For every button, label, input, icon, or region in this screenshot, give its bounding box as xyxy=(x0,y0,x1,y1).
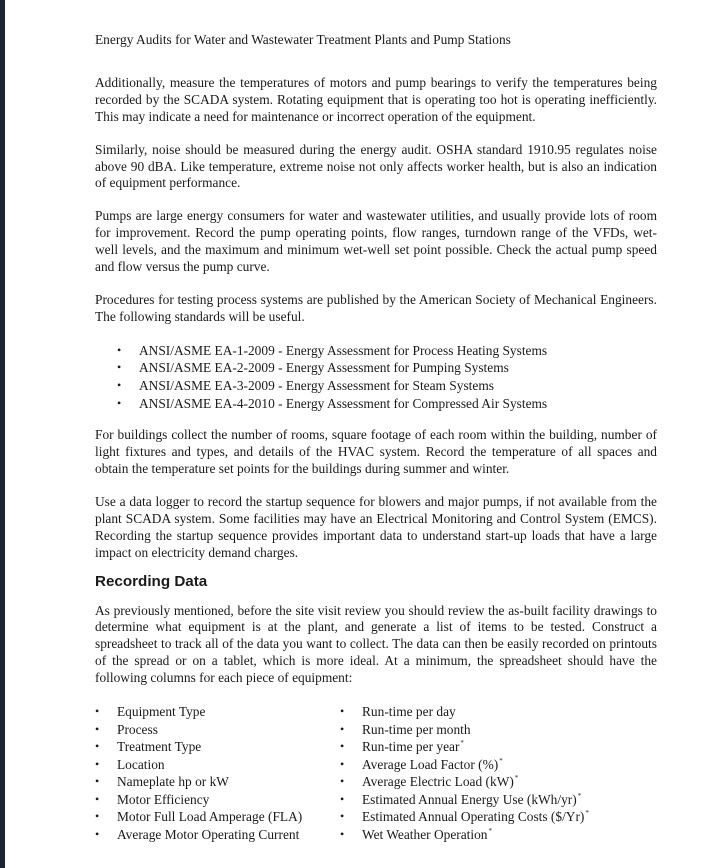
paragraph-noise: Similarly, noise should be measured during the energy audit. OSHA standard 1910.95 regulates noise above 90 dBA. Like temperature, extreme noise not only affects worker health, but is also an indication of equipment performance. xyxy=(95,141,657,191)
list-item xyxy=(95,773,340,791)
running-header: Energy Audits for Water and Wastewater Treatment Plants and Pump Stations xyxy=(95,32,511,47)
list-item-text: Average Load Factor (%) xyxy=(362,756,499,772)
document-page xyxy=(95,32,657,843)
bullet-icon: • xyxy=(340,704,345,719)
columns-right-list xyxy=(340,703,640,843)
list-item xyxy=(117,342,657,360)
list-item xyxy=(95,703,340,721)
bullet-icon: • xyxy=(117,395,122,410)
list-item-text: Wet Weather Operation xyxy=(362,826,488,842)
list-item-text: ANSI/ASME EA-3-2009 - Energy Assessment for Steam Systems xyxy=(139,377,494,393)
list-item-text: Run-time per day xyxy=(362,704,456,720)
paragraph-buildings: For buildings collect the number of rooms, square footage of each room within the building, number of light fixtures and types, and details of the HVAC system. Record the temperature of all spaces and obtain the temperature set points for the buildings during summer and winter. xyxy=(95,427,657,476)
bullet-icon: • xyxy=(340,721,345,736)
list-item-text: Location xyxy=(117,756,165,772)
list-item xyxy=(95,808,340,826)
paragraph-temperatures: Additionally, measure the temperatures of motors and pump bearings to verify the temperatures being recorded by the SCADA system. Rotating equipment that is operating too hot is operating inefficiently. This may indicate a need for maintenance or incorrect operation of the equipment. xyxy=(95,74,657,124)
list-item xyxy=(117,377,657,395)
list-item-text: Average Motor Operating Current xyxy=(117,826,300,842)
bullet-icon: • xyxy=(95,774,100,789)
list-item-text: ANSI/ASME EA-1-2009 - Energy Assessment for Process Heating Systems xyxy=(139,342,548,358)
list-item xyxy=(340,703,640,721)
footnote-mark: * xyxy=(488,826,492,835)
list-item xyxy=(340,808,640,826)
list-item xyxy=(340,738,640,756)
bullet-icon: • xyxy=(117,377,122,392)
list-item-text: ANSI/ASME EA-2-2009 - Energy Assessment for Pumping Systems xyxy=(139,360,509,376)
bullet-icon: • xyxy=(340,791,345,806)
list-item-text: Process xyxy=(117,721,158,737)
paragraph-procedures: Procedures for testing process systems are published by the American Society of Mechanical Engineers. The following standards will be useful. xyxy=(95,291,657,324)
footnote-mark: * xyxy=(577,791,582,800)
list-item-text: Average Electric Load (kW) xyxy=(362,774,514,790)
list-item-text: Nameplate hp or kW xyxy=(117,774,229,790)
list-item xyxy=(340,756,640,774)
bullet-icon: • xyxy=(340,756,345,771)
footnote-mark: * xyxy=(460,739,464,748)
bullet-icon: • xyxy=(117,360,122,375)
columns-left-list xyxy=(95,703,340,843)
list-item-text: Treatment Type xyxy=(117,739,202,755)
list-item xyxy=(117,395,657,413)
bullet-icon: • xyxy=(340,774,345,789)
list-item-text: Motor Full Load Amperage (FLA) xyxy=(117,809,303,825)
bullet-icon: • xyxy=(95,721,100,736)
list-item xyxy=(95,738,340,756)
footnote-mark: * xyxy=(499,756,503,765)
paragraph-pumps: Pumps are large energy consumers for water and wastewater utilities, and usually provide lots of room for improvement. Record the pump operating points, flow ranges, turndown range of the VFDs, wet-well levels, and the maximum and minimum wet-well set point possible. Check the actual pump speed and flow versus the pump curve. xyxy=(95,208,657,275)
bullet-icon: • xyxy=(95,704,100,719)
bullet-icon: • xyxy=(95,739,100,754)
list-item xyxy=(340,826,640,844)
list-item-text: Motor Efficiency xyxy=(117,791,210,807)
list-item xyxy=(117,359,657,377)
list-item-text: Estimated Annual Operating Costs ($/Yr) xyxy=(362,809,585,825)
bullet-icon: • xyxy=(95,791,100,806)
bullet-icon: • xyxy=(340,826,345,841)
list-item xyxy=(95,791,340,809)
paragraph-data-logger: Use a data logger to record the startup sequence for blowers and major pumps, if not available from the plant SCADA system. Some facilities may have an Electrical Monitoring and Control System (EMCS). Recording the startup sequence provides important data to understand start-up loads that have a large impact on electricity demand charges. xyxy=(95,493,657,560)
list-item-text: Run-time per month xyxy=(362,721,471,737)
footnote-mark: * xyxy=(585,809,589,818)
list-item-text: Equipment Type xyxy=(117,704,206,720)
list-item xyxy=(95,756,340,774)
bullet-icon: • xyxy=(95,756,100,771)
bullet-icon: • xyxy=(340,739,345,754)
bullet-icon: • xyxy=(95,826,100,841)
list-item xyxy=(340,721,640,739)
section-heading-recording-data: Recording Data xyxy=(95,572,208,590)
list-item-text: Run-time per year xyxy=(362,739,460,755)
standards-list xyxy=(95,342,657,412)
list-item-text: Estimated Annual Energy Use (kWh/yr) xyxy=(362,791,577,807)
list-item xyxy=(340,773,640,791)
bullet-icon: • xyxy=(95,809,100,824)
list-item-text: ANSI/ASME EA-4-2010 - Energy Assessment for Compressed Air Systems xyxy=(139,395,548,411)
footnote-mark: * xyxy=(514,774,519,783)
bullet-icon: • xyxy=(117,342,122,357)
spreadsheet-columns-list xyxy=(95,703,657,843)
paragraph-recording-intro: As previously mentioned, before the site visit review you should review the as-built facility drawings to determine what equipment is at the plant, and generate a list of items to be tested. Construct a spreadsheet to track all of the data you want to collect. The data can then be easily recorded on printouts of the spread or on a tablet, which is more ideal. At a minimum, the spreadsheet should have the following columns for each piece of equipment: xyxy=(95,602,657,686)
window-edge xyxy=(0,0,5,868)
list-item xyxy=(340,791,640,809)
list-item xyxy=(95,721,340,739)
list-item xyxy=(95,826,340,844)
bullet-icon: • xyxy=(340,809,345,824)
